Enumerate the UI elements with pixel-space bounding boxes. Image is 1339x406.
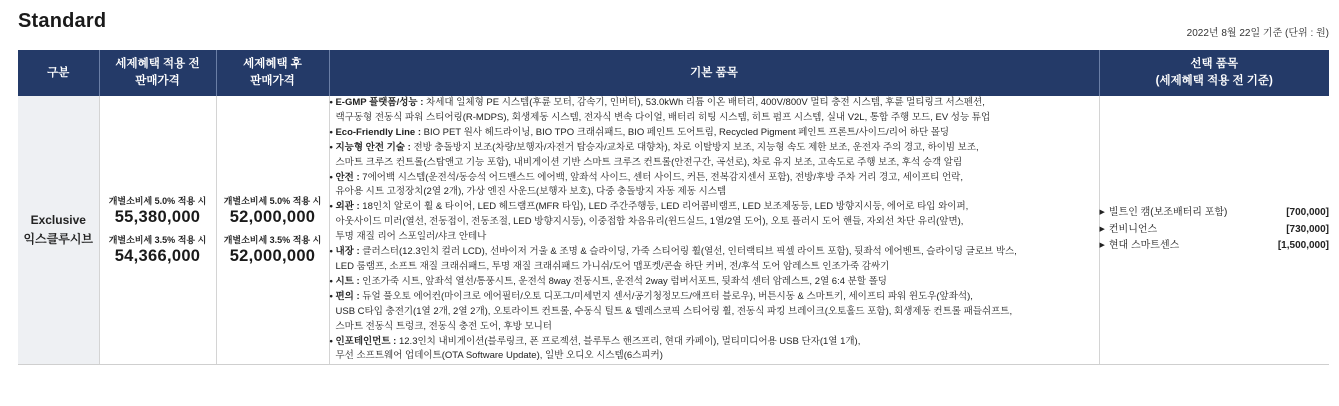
bullet-icon: • bbox=[329, 171, 333, 183]
feature-group bbox=[330, 275, 1099, 290]
feature-text: 스마트 크루즈 컨트롤(스탑앤고 기능 포함), 내비게이션 기반 스마트 크루즈 컨트롤(안전구간, 곡선로), 차로 유지 보조, 고속도로 주행 보조, 후석 승객 알림 bbox=[335, 156, 963, 168]
feature-key: 편의 : bbox=[335, 290, 360, 302]
feature-text: 유아용 시트 고정장치(2열 2개), 가상 엔진 사운드(보행자 보호), 다중 충돌방지 자동 제동 시스템 bbox=[335, 186, 727, 198]
triangle-right-icon: ▶ bbox=[1099, 209, 1105, 217]
bullet-icon: • bbox=[329, 275, 333, 287]
feature-text: LED 룸램프, 소프트 재질 크래쉬패드, 투명 재질 크래쉬패드 가니쉬/도어 맵포켓/콘솔 하단 커버, 전/후석 도어 암레스트 인조가죽 감싸기 bbox=[335, 260, 890, 272]
feature-text: BIO PET 원사 헤드라이닝, BIO TPO 크래쉬패드, BIO 페인트 도어트림, Recycled Pigment 페인트 프론트/사이드/리어 하단 몰딩 bbox=[423, 126, 950, 138]
option-price: [700,000] bbox=[1286, 207, 1329, 219]
feature-text: 듀얼 풀오토 에어컨(마이크로 에어필터/오토 디포그/미세먼지 센서/공기청정모드/애프터 블로우), 버튼시동 & 스마트키, 세이프티 파워 윈도우(앞좌석), bbox=[362, 290, 973, 302]
option-item bbox=[1100, 205, 1330, 222]
option-label bbox=[1100, 238, 1180, 255]
feature-list bbox=[330, 96, 1099, 364]
price-caption: 개별소비세 5.0% 적용 시 bbox=[108, 196, 207, 207]
price-after-5pct bbox=[217, 194, 329, 227]
feature-line bbox=[330, 215, 1099, 230]
bullet-icon: • bbox=[329, 335, 333, 347]
feature-text: 스마트 전동식 트렁크, 전동식 충전 도어, 후방 모니터 bbox=[335, 320, 552, 332]
bullet-icon: • bbox=[329, 246, 333, 258]
feature-line bbox=[330, 349, 1099, 364]
feature-line bbox=[330, 305, 1099, 320]
feature-text: 무선 소프트웨어 업데이트(OTA Software Update), 일반 오디오 시스템(6스피커) bbox=[335, 350, 663, 362]
feature-key: 외관 : bbox=[335, 201, 360, 213]
feature-group bbox=[330, 335, 1099, 365]
header-price-before: 세제혜택 적용 전 판매가격 bbox=[99, 50, 216, 96]
feature-group bbox=[330, 290, 1099, 335]
price-after-3-5pct bbox=[217, 233, 329, 266]
feature-group bbox=[330, 141, 1099, 171]
feature-line bbox=[330, 111, 1099, 126]
price-value: 52,000,000 bbox=[229, 247, 316, 266]
table-header-row bbox=[18, 50, 1329, 96]
feature-line bbox=[330, 141, 1099, 156]
trim-name-ko: 익스클루시브 bbox=[23, 232, 94, 247]
feature-text: 투명 재질 리어 스포일러/샤크 안테나 bbox=[335, 231, 487, 243]
feature-text: 18인치 알로이 휠 & 타이어, LED 헤드램프(MFR 타입), LED 주간주행등, LED 리어콤비램프, LED 보조제동등, LED 방향지시등, 에어로 타입 와이퍼, bbox=[362, 201, 969, 213]
triangle-right-icon: ▶ bbox=[1099, 225, 1105, 233]
feature-group bbox=[330, 245, 1099, 275]
header-options: 선택 품목 (세제혜택 적용 전 기준) bbox=[1099, 50, 1329, 96]
header-price-after: 세제혜택 후 판매가격 bbox=[216, 50, 329, 96]
feature-text: 클러스터(12.3인치 컬러 LCD), 선바이저 거울 & 조명 & 슬라이딩, 가죽 스티어링 휠(열선, 인터랙티브 픽셀 라이트 포함), 뒷좌석 에어벤트, 슬라이딩 글로브 박스, bbox=[362, 246, 1017, 258]
feature-text: 12.3인치 내비게이션(블루링크, 폰 프로젝션, 블루투스 핸즈프리, 현대 카페이), 멀티미디어용 USB 단자(1열 1개), bbox=[398, 335, 861, 347]
price-value: 52,000,000 bbox=[229, 208, 316, 227]
bullet-icon: • bbox=[329, 290, 333, 302]
basic-items-cell bbox=[329, 96, 1099, 365]
price-before-5pct bbox=[100, 194, 216, 227]
feature-text: 전방 충돌방지 보조(차량/보행자/자전거 탑승자/교차로 대향차), 차로 이탈방지 보조, 지능형 속도 제한 보조, 운전자 주의 경고, 하이빔 보조, bbox=[413, 141, 979, 153]
feature-line bbox=[330, 200, 1099, 215]
feature-group bbox=[330, 126, 1099, 141]
feature-line bbox=[330, 126, 1099, 141]
price-caption: 개별소비세 3.5% 적용 시 bbox=[223, 235, 322, 246]
feature-key: 안전 : bbox=[335, 171, 360, 183]
bullet-icon: • bbox=[329, 126, 333, 138]
bullet-icon: • bbox=[329, 141, 333, 153]
feature-group bbox=[330, 200, 1099, 245]
price-value: 54,366,000 bbox=[114, 247, 201, 266]
header-basic-items: 기본 품목 bbox=[329, 50, 1099, 96]
price-caption: 개별소비세 5.0% 적용 시 bbox=[223, 196, 322, 207]
option-list bbox=[1100, 205, 1330, 255]
feature-line bbox=[330, 156, 1099, 171]
feature-key: 내장 : bbox=[335, 246, 360, 258]
option-name: 빌트인 캠(보조배터리 포함) bbox=[1108, 207, 1228, 219]
price-value: 55,380,000 bbox=[114, 208, 201, 227]
option-name: 현대 스마트센스 bbox=[1108, 240, 1180, 252]
price-before-cell bbox=[99, 96, 216, 365]
option-item bbox=[1100, 222, 1330, 239]
feature-text: 랙구동형 전동식 파워 스티어링(R-MDPS), 회생제동 시스템, 전자식 변속 다이얼, 배터리 히팅 시스템, 히트 펌프 시스템, 실내 V2L, 통합 주행 모드, EV 성능 튜업 bbox=[335, 111, 991, 123]
option-item bbox=[1100, 238, 1330, 255]
feature-text: 인조가죽 시트, 앞좌석 열선/통풍시트, 운전석 8way 전동시트, 운전석 2way 럼버서포트, 뒷좌석 센터 암레스트, 2열 6:4 분할 폴딩 bbox=[362, 275, 887, 287]
feature-line bbox=[330, 260, 1099, 275]
feature-group bbox=[330, 96, 1099, 126]
option-label bbox=[1100, 205, 1228, 222]
feature-line bbox=[330, 96, 1099, 111]
bullet-icon: • bbox=[329, 201, 333, 213]
trim-cell bbox=[18, 96, 99, 365]
feature-text: 7에어백 시스템(운전석/동승석 어드밴스드 에어백, 앞좌석 사이드, 센터 사이드, 커튼, 전복감지센서 포함), 전방/후방 주차 거리 경고, 세이프티 언락, bbox=[362, 171, 963, 183]
feature-key: 지능형 안전 기술 : bbox=[335, 141, 411, 153]
feature-text: USB C타입 충전기(1열 2개, 2열 2개), 오토라이트 컨트롤, 수동식 틸트 & 텔레스코픽 스티어링 휠, 전동식 파킹 브레이크(오토홀드 포함), 회생제동 컨트롤 패들쉬프트, bbox=[335, 305, 1013, 317]
feature-line bbox=[330, 171, 1099, 186]
feature-line bbox=[330, 335, 1099, 350]
feature-text: 차세대 일체형 PE 시스템(후륜 모터, 감속기, 인버터), 53.0kWh 리튬 이온 배터리, 400V/800V 멀티 충전 시스템, 후륜 멀티링크 서스펜션, bbox=[426, 97, 985, 108]
feature-line bbox=[330, 230, 1099, 245]
price-spec-table bbox=[18, 50, 1329, 365]
feature-line bbox=[330, 320, 1099, 335]
feature-text: 아웃사이드 미러(열선, 전동접이, 전동조절, LED 방향지시등), 이중접합 차음유리(윈드실드, 1열/2열 도어), 오토 플러시 도어 핸들, 자외선 차단 유리(앞면), bbox=[335, 216, 964, 228]
feature-key: Eco-Friendly Line : bbox=[335, 126, 421, 138]
price-after-cell bbox=[216, 96, 329, 365]
option-name: 컨비니언스 bbox=[1108, 223, 1158, 235]
feature-key: E-GMP 플랫폼/성능 : bbox=[335, 97, 424, 108]
table-row-exclusive bbox=[18, 96, 1329, 365]
trim-name-en: Exclusive bbox=[30, 213, 86, 228]
feature-key: 시트 : bbox=[335, 275, 360, 287]
feature-line bbox=[330, 290, 1099, 305]
price-before-3-5pct bbox=[100, 233, 216, 266]
feature-line bbox=[330, 275, 1099, 290]
bullet-icon: • bbox=[329, 97, 333, 108]
feature-line bbox=[330, 185, 1099, 200]
header-category: 구분 bbox=[18, 50, 99, 96]
option-label bbox=[1100, 222, 1158, 239]
page-title: Standard bbox=[18, 10, 107, 32]
feature-group bbox=[330, 171, 1099, 201]
feature-key: 인포테인먼트 : bbox=[335, 335, 397, 347]
feature-line bbox=[330, 245, 1099, 260]
option-price: [730,000] bbox=[1286, 223, 1329, 235]
option-price: [1,500,000] bbox=[1277, 240, 1329, 252]
options-cell bbox=[1099, 96, 1329, 365]
date-note: 2022년 8월 22일 기준 (단위 : 원) bbox=[1186, 28, 1329, 39]
triangle-right-icon: ▶ bbox=[1099, 242, 1105, 250]
price-caption: 개별소비세 3.5% 적용 시 bbox=[108, 235, 207, 246]
